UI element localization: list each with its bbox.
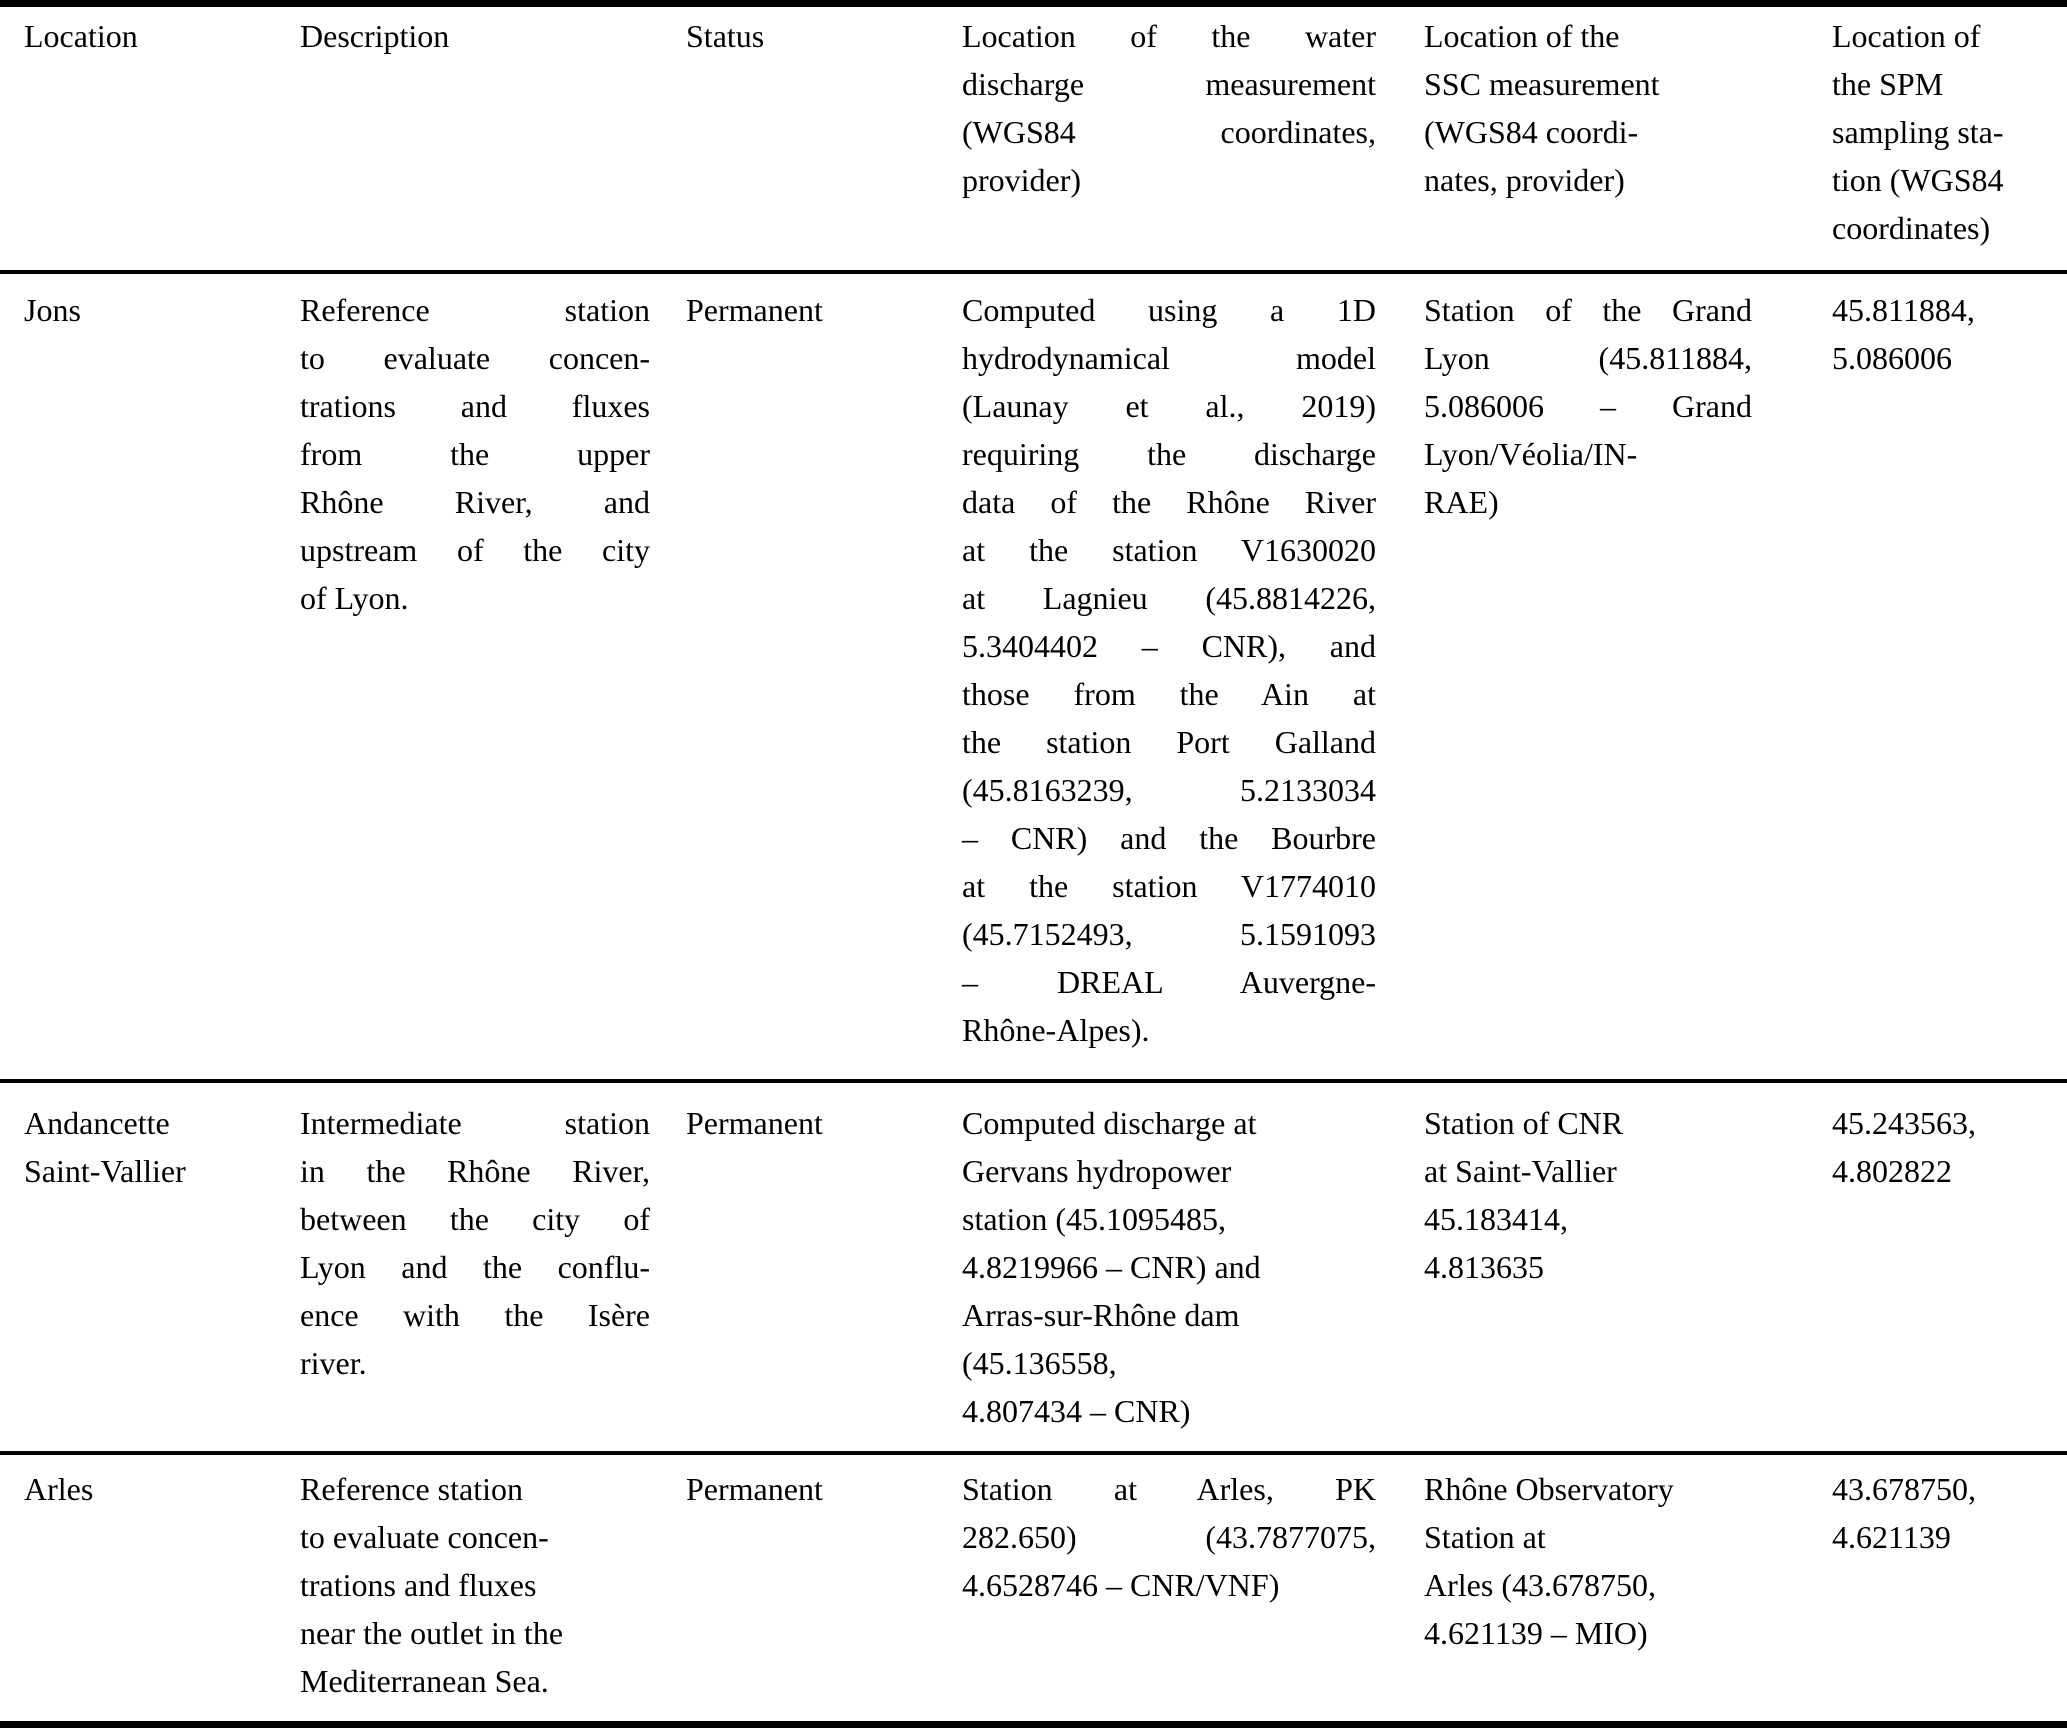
arles-cell-spm-sampling-location — [1832, 1465, 2067, 1705]
cell-line: 4.6528746 – CNR/VNF) — [962, 1567, 1280, 1603]
cell-line: 5.3404402 – CNR), and — [962, 628, 1376, 664]
cell-line: sampling sta- — [1832, 114, 2004, 150]
jons-cell-status — [686, 286, 962, 1054]
jons-cell-ssc-measurement-location — [1424, 286, 1832, 1054]
cell-line: 4.802822 — [1832, 1153, 1952, 1189]
jons-cell-spm-sampling-location — [1832, 286, 2067, 1054]
cell-line: Location of — [1832, 18, 1981, 54]
cell-line: Status — [686, 18, 765, 54]
arles-cell-discharge-measurement-location — [962, 1465, 1424, 1705]
arles-cell-location — [24, 1465, 300, 1705]
cell-line: requiring the discharge — [962, 436, 1376, 472]
cell-line: Reference station — [300, 1471, 523, 1507]
header-cell-status — [686, 12, 962, 252]
cell-line: river. — [300, 1345, 367, 1381]
header-cell-spm-sampling-location — [1832, 12, 2067, 252]
cell-line: Permanent — [686, 1105, 823, 1141]
jons-cell-discharge-measurement-location — [962, 286, 1424, 1054]
cell-line: 4.8219966 – CNR) and — [962, 1249, 1261, 1285]
cell-line: Arles (43.678750, — [1424, 1567, 1656, 1603]
cell-line: data of the Rhône River — [962, 484, 1376, 520]
cell-line: station (45.1095485, — [962, 1201, 1226, 1237]
cell-line: 45.243563, — [1832, 1105, 1976, 1141]
cell-line: at Lagnieu (45.8814226, — [962, 580, 1376, 616]
cell-line: SSC measurement — [1424, 66, 1660, 102]
cell-line: Location — [24, 18, 138, 54]
cell-line: Station of the Grand — [1424, 292, 1752, 328]
cell-line: Computed discharge at — [962, 1105, 1257, 1141]
cell-line: Station at Arles, PK — [962, 1471, 1376, 1507]
cell-line: Permanent — [686, 292, 823, 328]
table-bottom-rule — [0, 1721, 2067, 1728]
jons-cell-description — [300, 286, 686, 1054]
cell-line: 4.813635 — [1424, 1249, 1544, 1285]
cell-line: Jons — [24, 292, 81, 328]
header-cell-location — [24, 12, 300, 252]
cell-line: trations and fluxes — [300, 388, 650, 424]
header-cell-discharge-measurement-location — [962, 12, 1424, 252]
arles-cell-ssc-measurement-location — [1424, 1465, 1832, 1705]
andancette-saint-vallier-cell-status — [686, 1099, 962, 1435]
cell-line: (Launay et al., 2019) — [962, 388, 1376, 424]
cell-line: hydrodynamical model — [962, 340, 1376, 376]
cell-line: trations and fluxes — [300, 1567, 537, 1603]
cell-line: Intermediate station — [300, 1105, 650, 1141]
jons-cell-location — [24, 286, 300, 1054]
cell-line: (WGS84 coordi- — [1424, 114, 1639, 150]
cell-line: Rhône Observatory — [1424, 1471, 1674, 1507]
andancette-saint-vallier-cell-description — [300, 1099, 686, 1435]
cell-line: Location of the water — [962, 18, 1376, 54]
cell-line: nates, provider) — [1424, 162, 1625, 198]
cell-line: (45.7152493, 5.1591093 — [962, 916, 1376, 952]
cell-line: Computed using a 1D — [962, 292, 1376, 328]
cell-line: Mediterranean Sea. — [300, 1663, 549, 1699]
cell-line: Rhône-Alpes). — [962, 1012, 1150, 1048]
cell-line: Andancette — [24, 1105, 170, 1141]
cell-line: 4.807434 – CNR) — [962, 1393, 1191, 1429]
cell-line: 4.621139 – MIO) — [1424, 1615, 1648, 1651]
arles-row — [0, 1455, 2067, 1721]
cell-line: – CNR) and the Bourbre — [962, 820, 1376, 856]
cell-line: provider) — [962, 162, 1082, 198]
cell-line: (45.8163239, 5.2133034 — [962, 772, 1376, 808]
cell-line: Lyon (45.811884, — [1424, 340, 1752, 376]
header-row — [0, 7, 2067, 270]
cell-line: to evaluate concen- — [300, 1519, 549, 1555]
andancette-saint-vallier-cell-discharge-measurement-location — [962, 1099, 1424, 1435]
cell-line: – DREAL Auvergne- — [962, 964, 1376, 1000]
cell-line: at the station V1774010 — [962, 868, 1376, 904]
cell-line: Description — [300, 18, 450, 54]
cell-line: RAE) — [1424, 484, 1499, 520]
cell-line: Lyon and the conflu- — [300, 1249, 650, 1285]
cell-line: coordinates) — [1832, 210, 1991, 246]
cell-line: ence with the Isère — [300, 1297, 650, 1333]
table-top-rule — [0, 0, 2067, 7]
cell-line: 5.086006 – Grand — [1424, 388, 1752, 424]
cell-line: the station Port Galland — [962, 724, 1376, 760]
cell-line: 43.678750, — [1832, 1471, 1976, 1507]
cell-line: Lyon/Véolia/IN- — [1424, 436, 1638, 472]
cell-line: Gervans hydropower — [962, 1153, 1232, 1189]
arles-cell-status — [686, 1465, 962, 1705]
cell-line: (WGS84 coordinates, — [962, 114, 1376, 150]
cell-line: to evaluate concen- — [300, 340, 650, 376]
andancette-saint-vallier-cell-location — [24, 1099, 300, 1435]
cell-line: Saint-Vallier — [24, 1153, 186, 1189]
cell-line: in the Rhône River, — [300, 1153, 650, 1189]
cell-line: Arras-sur-Rhône dam — [962, 1297, 1240, 1333]
header-cell-ssc-measurement-location — [1424, 12, 1832, 252]
cell-line: discharge measurement — [962, 66, 1376, 102]
cell-line: Location of the — [1424, 18, 1620, 54]
cell-line: Rhône River, and — [300, 484, 650, 520]
cell-line: those from the Ain at — [962, 676, 1376, 712]
cell-line: Station of CNR — [1424, 1105, 1624, 1141]
arles-cell-description — [300, 1465, 686, 1705]
cell-line: 4.621139 — [1832, 1519, 1951, 1555]
cell-line: (45.136558, — [962, 1345, 1117, 1381]
cell-line: Reference station — [300, 292, 650, 328]
cell-line: upstream of the city — [300, 532, 650, 568]
cell-line: 45.183414, — [1424, 1201, 1568, 1237]
cell-line: tion (WGS84 — [1832, 162, 2004, 198]
andancette-saint-vallier-cell-ssc-measurement-location — [1424, 1099, 1832, 1435]
cell-line: of Lyon. — [300, 580, 409, 616]
cell-line: 5.086006 — [1832, 340, 1952, 376]
cell-line: Permanent — [686, 1471, 823, 1507]
andancette-saint-vallier-cell-spm-sampling-location — [1832, 1099, 2067, 1435]
andancette-saint-vallier-row — [0, 1083, 2067, 1451]
cell-line: 282.650) (43.7877075, — [962, 1519, 1376, 1555]
cell-line: near the outlet in the — [300, 1615, 564, 1651]
cell-line: at the station V1630020 — [962, 532, 1376, 568]
cell-line: Arles — [24, 1471, 94, 1507]
cell-line: the SPM — [1832, 66, 1944, 102]
cell-line: from the upper — [300, 436, 650, 472]
cell-line: 45.811884, — [1832, 292, 1975, 328]
cell-line: between the city of — [300, 1201, 650, 1237]
jons-row — [0, 274, 2067, 1079]
cell-line: at Saint-Vallier — [1424, 1153, 1617, 1189]
header-cell-description — [300, 12, 686, 252]
cell-line: Station at — [1424, 1519, 1546, 1555]
